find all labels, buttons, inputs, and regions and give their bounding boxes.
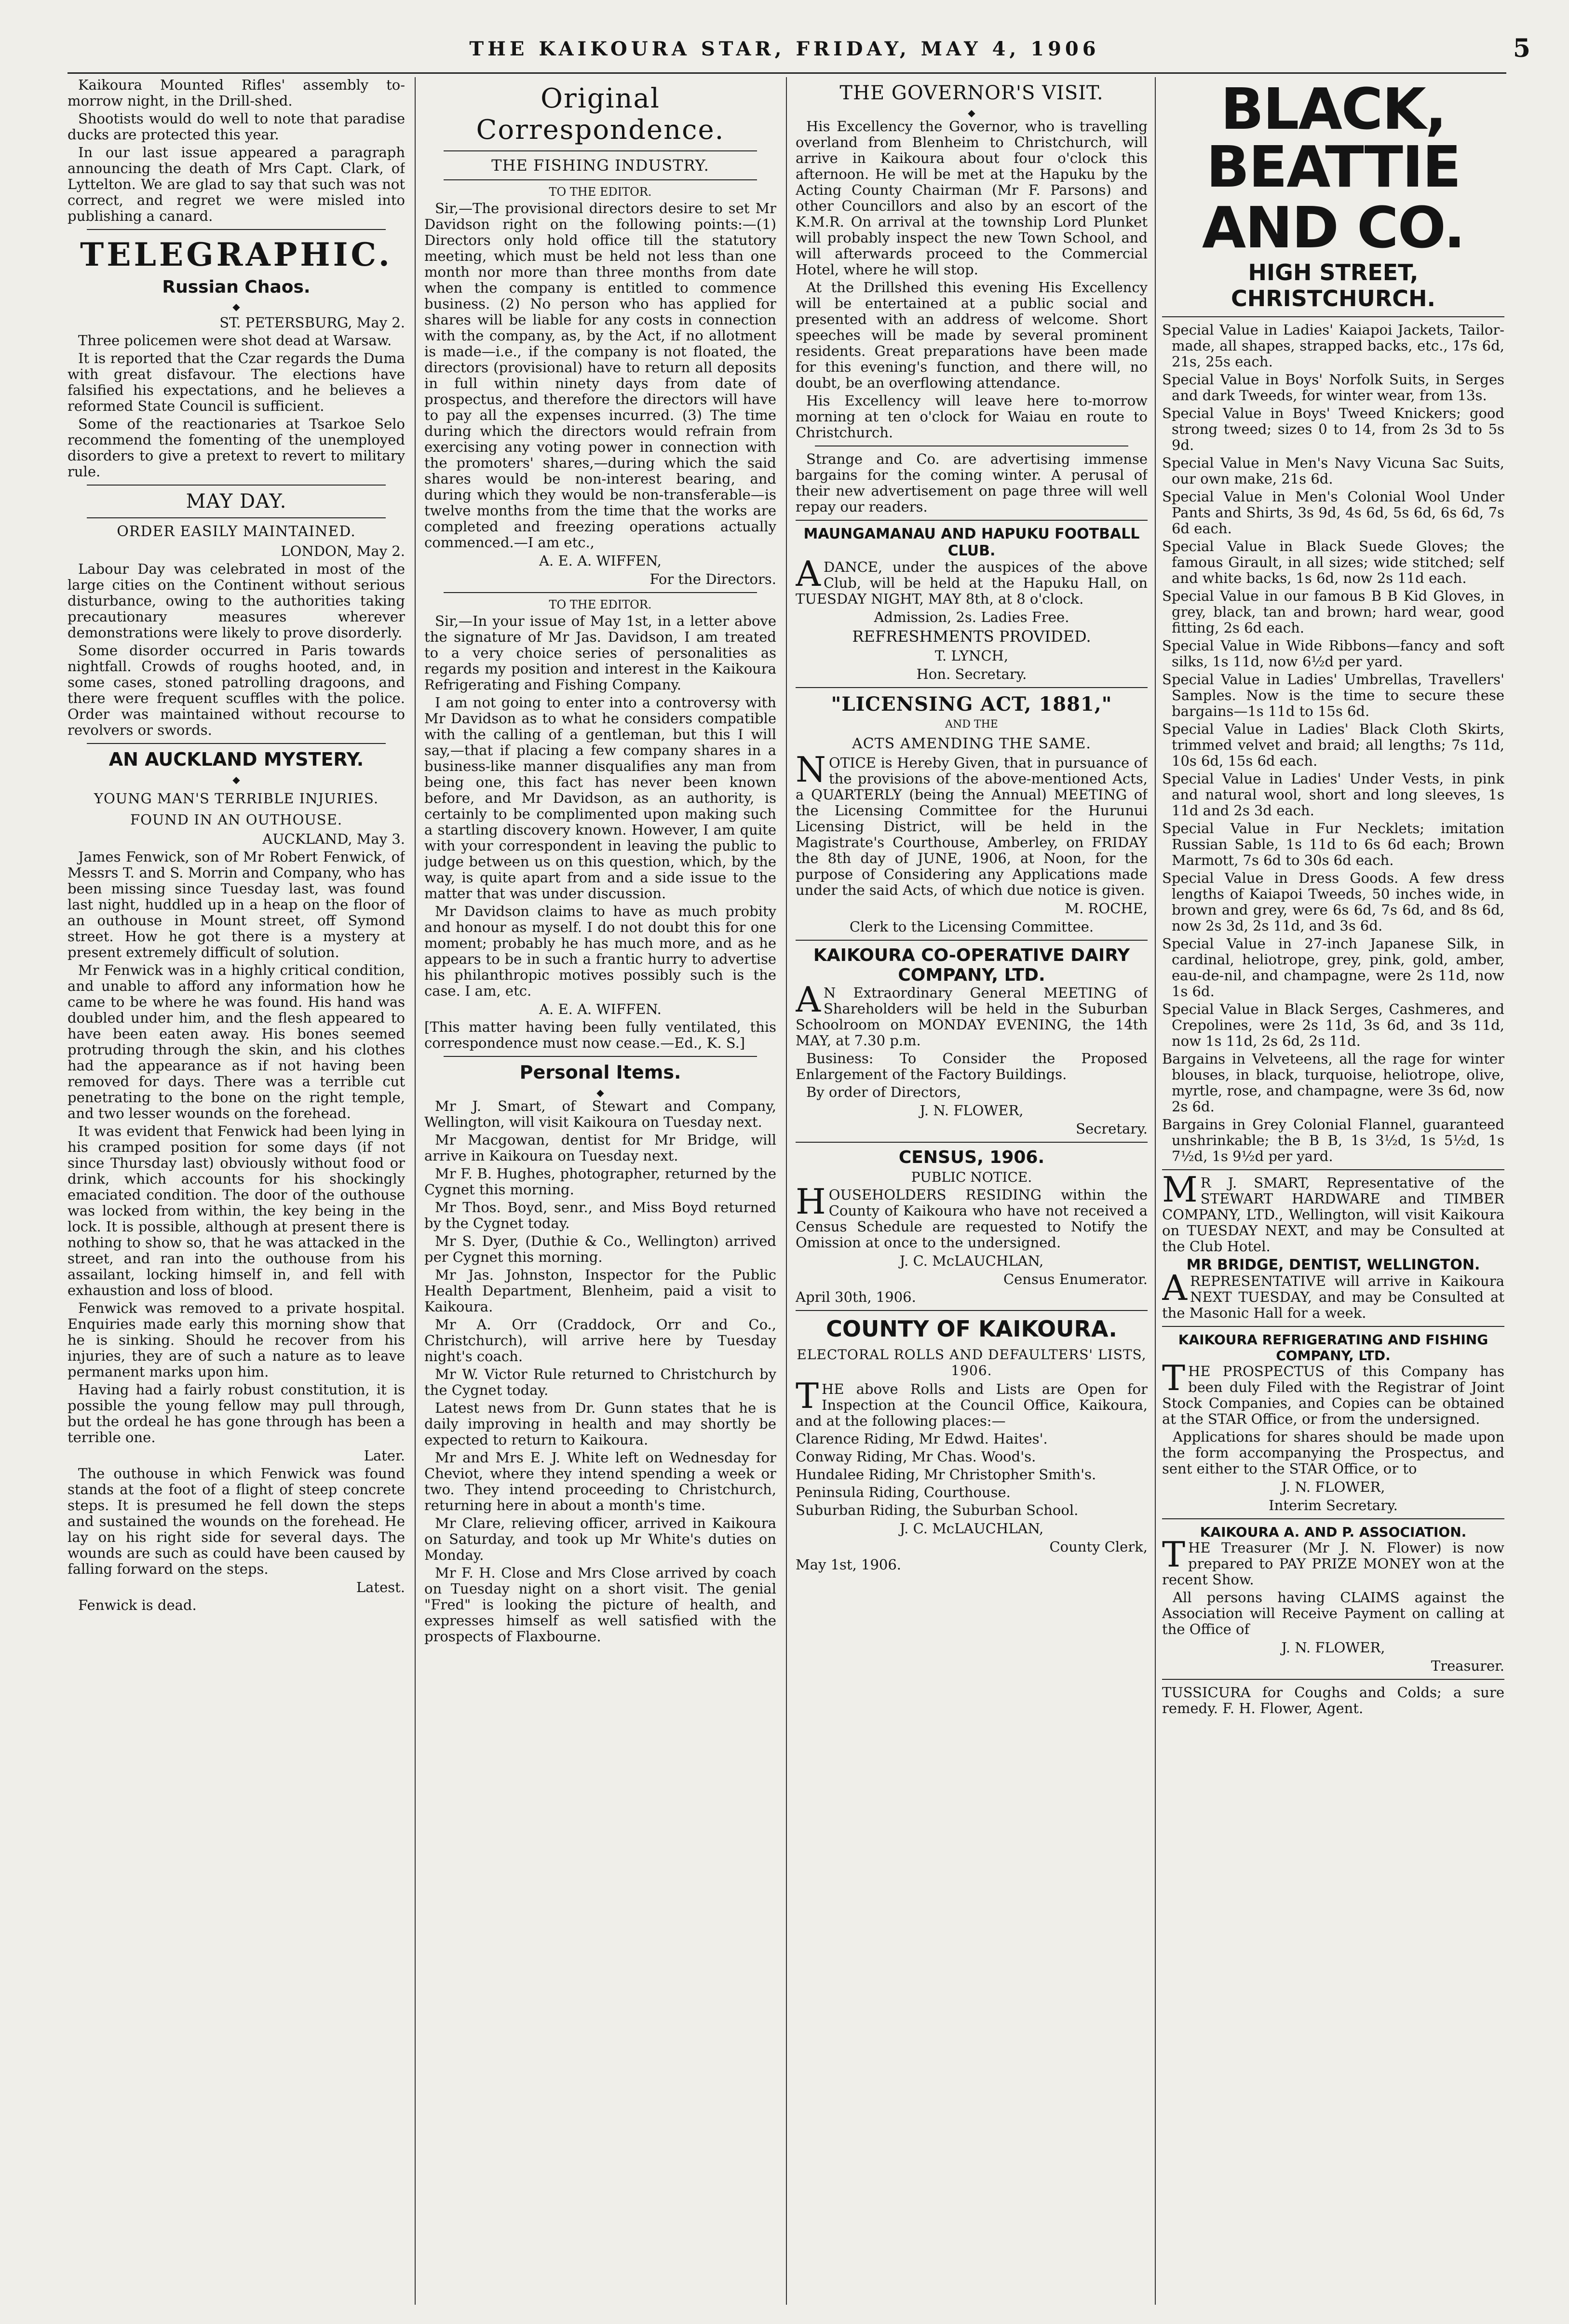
divider (444, 150, 757, 151)
notice-signature: J. C. McLAUCHLAN, (899, 1520, 1044, 1537)
editor-note: [This matter having been fully ventilated, this correspondence must now cease.—Ed., K. S.] (424, 1019, 776, 1051)
news-paragraph: Fenwick was removed to a private hospital. Enquiries made early this morning show that he is sinking. Should he recover from his injuries, they are of such a nature as to leave permanent marks upon him. (68, 1300, 405, 1380)
special-value-item: Special Value in Black Suede Gloves; the famous Girault, in all sizes; wide stitched; self and white backs, 1s 6d, now 2s 11d each. (1162, 538, 1504, 586)
divider (87, 517, 386, 518)
special-value-item: Special Value in Black Serges, Cashmeres, and Crepolines, were 2s 11d, 3s 6d, and 3s 11d, now 1s 11d, 2s 6d, 2s 11d. (1162, 1001, 1504, 1049)
notice-signature: M. ROCHE, (1065, 900, 1148, 917)
notice-signature-role: Secretary. (1076, 1121, 1148, 1137)
divider (444, 592, 757, 593)
divider (796, 1142, 1148, 1143)
notice-signature-role: County Clerk, (1049, 1539, 1148, 1555)
news-paragraph: Labour Day was celebrated in most of the large cities on the Continent without serious disturbance, owing to the authorities taking precautionary measures wherever demonstrations were likely to prove disorderly. (68, 561, 405, 641)
notice-body: Applications for shares should be made upon the form accompanying the Prospectus, and sent either to the STAR Office, or to (1162, 1429, 1504, 1477)
notice-body: AREPRESENTATIVE will arrive in Kaikoura NEXT TUESDAY, and may be Consulted at the Masonic Hall for a week. (1162, 1268, 1504, 1321)
masthead-title: THE KAIKOURA STAR, FRIDAY, MAY 4, 1906 (469, 38, 1100, 60)
special-value-item: Bargains in Velveteens, all the rage for winter blouses, in black, turquoise, heliotrope, olive, myrtle, rose, and champagne, were 3s 6d, now 2s 6d. (1162, 1051, 1504, 1115)
riding-place: Clarence Riding, Mr Edwd. Haites'. (796, 1431, 1048, 1447)
later-label: Later. (364, 1447, 405, 1464)
notice-date: May 1st, 1906. (796, 1556, 902, 1573)
notice-signature-role: Treasurer. (1431, 1658, 1504, 1674)
news-paragraph: Some of the reactionaries at Tsarkoe Selo recommend the fomenting of the unemployed disorders to give a pretext to revert to military rule. (68, 416, 405, 480)
letter-address: TO THE EDITOR. (549, 185, 652, 199)
notice-subheading: PUBLIC NOTICE. (911, 1169, 1032, 1185)
notice-signature: T. LYNCH, (934, 648, 1009, 664)
column-divider (415, 77, 416, 2305)
riding-place: Hundalee Riding, Mr Christopher Smith's. (796, 1466, 1096, 1483)
article-subheading: THE FISHING INDUSTRY. (491, 156, 709, 175)
notice-body: Business: To Consider the Proposed Enlargement of the Factory Buildings. (796, 1050, 1148, 1082)
notice-body: THE PROSPECTUS of this Company has been duly Filed with the Registrar of Joint Stock Companies, and Copies can be obtained at the STAR Office, or from the undersigned. (1162, 1358, 1504, 1427)
ornament: ◆ (232, 774, 240, 785)
notice-line: AND THE (945, 718, 998, 730)
notice-date: April 30th, 1906. (796, 1289, 916, 1305)
personal-item: Mr and Mrs E. J. White left on Wednesday for Cheviot, where they intend spending a week or two. They intend proceeding to Christchurch, returning here in about a month's time. (424, 1449, 776, 1513)
letter-signature: A. E. A. WIFFEN, (539, 553, 662, 569)
riding-place: Suburban Riding, the Suburban School. (796, 1502, 1079, 1518)
letter-signature: A. E. A. WIFFEN. (539, 1001, 662, 1017)
advert-address: HIGH STREET, (1248, 259, 1419, 285)
dateline: AUCKLAND, May 3. (262, 831, 405, 847)
news-paragraph: His Excellency the Governor, who is travelling overland from Blenheim to Christchurch, will arrive in Kaikoura about four o'clock this afternoon. He will be met at the Hapuku by the Acting County Chairman (Mr F. Parsons) and other Councillors and also by an escort of the K.M.R. On arrival at the township Lord Plunket will probably inspect the new Town School, and will afterwards proceed to the Commercial Hotel, where he will stop. (796, 118, 1148, 278)
divider (1162, 1169, 1504, 1170)
notice-body: THE above Rolls and Lists are Open for Inspection at the Council Office, Kaikoura, and at the following places:— (796, 1376, 1148, 1429)
notice-signature-role: Clerk to the Licensing Committee. (849, 919, 1094, 935)
personal-item: Mr F. H. Close and Mrs Close arrived by coach on Tuesday night on a short visit. The genial "Fred" is looking the picture of health, and expresses himself as well satisfied with the prospects of Flaxbourne. (424, 1565, 776, 1645)
news-paragraph: Having had a fairly robust constitution, it is possible the young fellow may pull through, but the ordeal he has gone through has been a terrible one. (68, 1381, 405, 1446)
special-value-item: Special Value in 27-inch Japanese Silk, in cardinal, heliotrope, grey, pink, gold, amber, eau-de-nil, and champagne, were 2s 11d, now 1s 6d. (1162, 935, 1504, 1000)
personal-item: Mr J. Smart, of Stewart and Company, Wellington, will visit Kaikoura on Tuesday next. (424, 1098, 776, 1130)
news-paragraph: James Fenwick, son of Mr Robert Fenwick, of Messrs T. and S. Morrin and Company, who has been missing since Tuesday last, was found last night, huddled up in a heap on the floor of an outhouse in Mount street, off Symond street. How he got there is a mystery at present extremely difficult of solution. (68, 849, 405, 960)
notice-body: MR J. SMART, Representative of the STEWART HARDWARE and TIMBER COMPANY, LTD., Wellington, will visit Kaikoura on TUESDAY NEXT, and may be Consulted at the Club Hotel. (1162, 1169, 1504, 1255)
personal-item: Mr Clare, relieving officer, arrived in Kaikoura on Saturday, and took up Mr White's duties on Monday. (424, 1515, 776, 1563)
personal-item: Mr F. B. Hughes, photographer, returned by the Cygnet this morning. (424, 1165, 776, 1198)
news-paragraph: Three policemen were shot dead at Warsaw. (78, 332, 392, 349)
divider (444, 179, 757, 180)
masthead (0, 0, 1569, 72)
article-subheading: YOUNG MAN'S TERRIBLE INJURIES. (94, 790, 379, 807)
news-paragraph: Kaikoura Mounted Rifles' assembly to-morrow night, in the Drill-shed. (68, 77, 405, 109)
special-value-item: Special Value in Dress Goods. A few dress lengths of Kaiapoi Tweeds, 50 inches wide, in brown and grey, were 6s 6d, 7s 6d, and 8s 6d, now 2s 3d, 2s 11d, and 3s 6d. (1162, 870, 1504, 934)
article-heading: Personal Items. (519, 1062, 681, 1083)
letter-paragraph: Mr Davidson claims to have as much probity and honour as myself. I do not doubt this for one moment; probably he has much more, and as he appears to be in such a frantic hurry to advertise his philanthropic motives possibly such is the case. I am, etc. (424, 903, 776, 999)
divider (444, 1056, 757, 1057)
advert-line: TUSSICURA for Coughs and Colds; a sure remedy. F. H. Flower, Agent. (1162, 1684, 1504, 1716)
notice-signature-role: Hon. Secretary. (916, 666, 1027, 682)
divider (796, 1310, 1148, 1311)
special-value-item: Special Value in Ladies' Umbrellas, Travellers' Samples. Now is the time to secure these bargains—1s 11d to 15s 6d. (1162, 671, 1504, 719)
special-value-list (1162, 322, 1504, 1164)
notice-body: By order of Directors, (806, 1084, 961, 1100)
notice-body: All persons having CLAIMS against the Association will Receive Payment on calling at the Office of (1162, 1589, 1504, 1637)
notice-body: ADANCE, under the auspices of the above Club, will be held at the Hapuku Hall, on TUESDAY NIGHT, MAY 8th, at 8 o'clock. (796, 554, 1148, 607)
notice-subheading: ELECTORAL ROLLS AND DEFAULTERS' LISTS, 1906. (797, 1347, 1147, 1378)
personal-item: Latest news from Dr. Gunn states that he is daily improving in health and may shortly be expected to return to Kaikoura. (424, 1400, 776, 1448)
news-paragraph: Fenwick is dead. (78, 1597, 197, 1613)
special-value-item: Special Value in Ladies' Under Vests, in pink and natural wool, short and long sleeves, 1s 11d and 2s 3d each. (1162, 770, 1504, 819)
advert-title: BLACK, BEATTIE (1206, 77, 1461, 200)
letter-paragraph: I am not going to enter into a controversy with Mr Davidson as to what he considers compatible with the calling of a gentleman, but this I will say,—that if placing a few company shares in a business-like manner disqualifies any man from being one, this fact has never been known before, and Mr Davidson, as an authority, is certainly to be complimented upon making such a startling discovery known. However, I am quite with your correspondent in leaving the public to judge between us on this question, which, by the way, is quite apart from and a side issue to the matter that was under discussion. (424, 694, 776, 902)
riding-place: Peninsula Riding, Courthouse. (796, 1484, 1011, 1500)
personal-item: Mr Jas. Johnston, Inspector for the Public Health Department, Blenheim, paid a visit to Kaikoura. (424, 1267, 776, 1315)
news-paragraph: His Excellency will leave here to-morrow morning at ten o'clock for Waiau en route to Christchurch. (796, 392, 1148, 441)
special-value-item: Special Value in Boys' Tweed Knickers; good strong tweed; sizes 0 to 14, from 2s 3d to 5s 9d. (1162, 405, 1504, 453)
notice-body: HOUSEHOLDERS RESIDING within the County of Kaikoura who have not received a Census Schedule are requested to Notify the Omission at once to the undersigned. (796, 1181, 1148, 1251)
divider (1162, 1326, 1504, 1327)
divider (1162, 1679, 1504, 1680)
article-subheading: ORDER EASILY MAINTAINED. (117, 523, 356, 540)
column-4 (1162, 77, 1504, 2305)
notice-heading: MAUNGAMANAU AND HAPUKU FOOTBALL CLUB. (803, 526, 1140, 559)
divider (87, 485, 386, 486)
column-2 (424, 77, 776, 2305)
riding-place: Conway Riding, Mr Chas. Wood's. (796, 1448, 1036, 1465)
notice-signature: J. C. McLAUCHLAN, (899, 1253, 1044, 1269)
special-value-item: Special Value in Wide Ribbons—fancy and soft silks, 1s 11d, now 6½d per yard. (1162, 637, 1504, 670)
notice-heading: CENSUS, 1906. (898, 1148, 1045, 1167)
article-heading: Russian Chaos. (162, 277, 311, 297)
special-value-item: Special Value in Men's Navy Vicuna Sac Suits, our own make, 21s 6d. (1162, 455, 1504, 487)
special-value-item: Special Value in Ladies' Black Cloth Skirts, trimmed velvet and braid; all lengths; 7s 11d, 10s 6d, 15s 6d each. (1162, 721, 1504, 769)
section-heading: Original Correspondence. (476, 83, 725, 146)
notice-body: AN Extraordinary General MEETING of Shareholders will be held in the Suburban Schoolroom on MONDAY EVENING, the 14th MAY, at 7.30 p.m. (796, 979, 1148, 1049)
notice-heading: KAIKOURA A. AND P. ASSOCIATION. (1200, 1524, 1467, 1540)
news-paragraph: It is reported that the Czar regards the Duma with great disfavour. The elections have falsified his expectations, and he believes a reformed State Council is sufficient. (68, 350, 405, 414)
column-divider (1155, 77, 1156, 2305)
divider (796, 687, 1148, 688)
news-paragraph: Some disorder occurred in Paris towards nightfall. Crowds of roughs hooted, and, in some cases, stoned patrolling dragoons, and there were frequent scuffles with the police. Order was maintained without recourse to revolvers or swords. (68, 642, 405, 738)
advert-address: CHRISTCHURCH. (1231, 285, 1436, 311)
special-value-item: Special Value in Boys' Norfolk Suits, in Serges and dark Tweeds, for winter wear, from 13s. (1162, 371, 1504, 404)
latest-label: Latest. (356, 1579, 405, 1595)
notice-heading: "LICENSING ACT, 1881," (831, 693, 1112, 716)
news-paragraph: Strange and Co. are advertising immense bargains for the coming winter. A perusal of their new advertisement on page three will well repay our readers. (796, 451, 1148, 515)
divider (1162, 1518, 1504, 1519)
notice-body: THE Treasurer (Mr J. N. Flower) is now prepared to PAY PRIZE MONEY won at the recent Show. (1162, 1534, 1504, 1588)
personal-item: Mr Thos. Boyd, senr., and Miss Boyd returned by the Cygnet today. (424, 1199, 776, 1231)
ornament: ◆ (232, 301, 240, 312)
notice-heading: KAIKOURA CO-OPERATIVE DAIRY COMPANY, LTD. (813, 946, 1130, 985)
notice-signature-role: Interim Secretary. (1269, 1497, 1398, 1513)
page-number: 5 (1513, 34, 1530, 63)
column-3 (796, 77, 1148, 2305)
article-heading: MAY DAY. (186, 490, 287, 513)
notice-line: REFRESHMENTS PROVIDED. (852, 627, 1091, 646)
divider (796, 520, 1148, 521)
news-paragraph: It was evident that Fenwick had been lying in his cramped position for some days (if not since Thursday last) obviously without food or drink, which accounts for his shockingly emaciated condition. The door of the outhouse was locked from within, the key being in the lock. It is possible, although at present there is nothing to show so, that he was attacked in the street, and ran into the outhouse from his assailant, locking himself in, and fell with exhaustion and loss of blood. (68, 1123, 405, 1298)
special-value-item: Bargains in Grey Colonial Flannel, guaranteed unshrinkable; the B B, 1s 3½d, 1s 5½d, 1s 7½d, 1s 9½d per yard. (1162, 1116, 1504, 1164)
masthead-rule (68, 72, 1506, 74)
notice-signature: J. N. FLOWER, (1281, 1479, 1385, 1495)
news-paragraph: In our last issue appeared a paragraph announcing the death of Mrs Capt. Clark, of Lyttelton. We are glad to say that such was not correct, and regret we were misled into publishing a canard. (68, 144, 405, 224)
column-divider (786, 77, 787, 2305)
letter-signature-role: For the Directors. (649, 571, 776, 587)
personal-item: Mr A. Orr (Craddock, Orr and Co., Christchurch), will arrive here by Tuesday night's coach. (424, 1316, 776, 1365)
notice-body: NOTICE is Hereby Given, that in pursuance of the provisions of the above-mentioned Acts, a QUARTERLY (being the Annual) MEETING of the Licensing Committee for the Hurunui Licensing District, will be held in the Magistrate's Courthouse, Amberley, on FRIDAY the 8th day of JUNE, 1906, at Noon, for the purpose of Considering any Applications made under the said Acts, of which due notice is given. (796, 749, 1148, 898)
ornament: ◆ (968, 107, 975, 119)
news-paragraph: At the Drillshed this evening His Excellency will be entertained at a public social and presented with an address of welcome. Short speeches will be made by several prominent residents. Great preparations have been made for this evening's function, and there will, no doubt, be an overflowing attendance. (796, 279, 1148, 391)
news-paragraph: Shootists would do well to note that paradise ducks are protected this year. (68, 110, 405, 143)
special-value-item: Special Value in Men's Colonial Wool Under Pants and Shirts, 3s 9d, 4s 6d, 5s 6d, 6s 6d, 7s 6d each. (1162, 488, 1504, 537)
section-heading: TELEGRAPHIC. (80, 236, 392, 273)
notice-signature: J. N. FLOWER, (1281, 1639, 1385, 1656)
news-paragraph: The outhouse in which Fenwick was found stands at the foot of a flight of steep concrete steps. It is presumed he fell down the steps and sustained the wounds on the forehead. He lay on his right side for several days. The wounds are such as could have been caused by falling forward on the steps. (68, 1465, 405, 1577)
divider (1162, 316, 1504, 317)
special-value-item: Special Value in Ladies' Kaiapoi Jackets, Tailor-made, all shapes, strapped backs, etc., 17s 6d, 21s, 25s each. (1162, 322, 1504, 370)
notice-signature: J. N. FLOWER, (920, 1102, 1024, 1119)
special-value-item: Special Value in our famous B B Kid Gloves, in grey, black, tan and brown; hard wear, good fitting, 2s 6d each. (1162, 588, 1504, 636)
notice-heading: MR BRIDGE, DENTIST, WELLINGTON. (1186, 1257, 1480, 1273)
notice-subheading: ACTS AMENDING THE SAME. (852, 735, 1091, 752)
dateline: LONDON, May 2. (281, 543, 405, 559)
article-heading: THE GOVERNOR'S VISIT. (839, 82, 1104, 104)
notice-line: Admission, 2s. Ladies Free. (874, 609, 1069, 625)
dateline: ST. PETERSBURG, May 2. (219, 314, 405, 331)
letter-address: TO THE EDITOR. (549, 598, 652, 611)
advert-title: AND CO. (1202, 194, 1465, 261)
notice-heading: COUNTY OF KAIKOURA. (826, 1316, 1117, 1342)
letter-paragraph: Sir,—The provisional directors desire to set Mr Davidson right on the following points:—(1) Directors only hold office till the statutory meeting, which must be held not less than one month nor more than three months from date when the company is entitled to commence business. (2) No person who has applied for shares will be liable for any costs in connection with the company, as, by the Act, if no allotment is made—i.e., if the company is not floated, the directors (provisional) have to return all deposits in full within ninety days from date of prospectus, and therefore the directors will have to pay all the expenses incurred. (3) The time during which the directors would refrain from exercising any voting power in connection with the promoters' shares,—during which the said shares would be non-interest bearing, and during which they would be non-transferable—is twelve months from the time that the works are completed and freezing operations actually commenced.—I am etc., (424, 200, 776, 551)
personal-item: Mr Macgowan, dentist for Mr Bridge, will arrive in Kaikoura on Tuesday next. (424, 1132, 776, 1164)
column-1 (68, 77, 405, 2305)
notice-heading: KAIKOURA REFRIGERATING AND FISHING COMPANY, LTD. (1178, 1332, 1488, 1364)
personal-item: Mr W. Victor Rule returned to Christchurch by the Cygnet today. (424, 1366, 776, 1398)
ornament: ◆ (596, 1087, 604, 1098)
personal-item: Mr S. Dyer, (Duthie & Co., Wellington) arrived per Cygnet this morning. (424, 1233, 776, 1265)
notice-signature-role: Census Enumerator. (1003, 1271, 1148, 1287)
divider (87, 229, 386, 230)
special-value-item: Special Value in Fur Necklets; imitation Russian Sable, 1s 11d to 6s 6d each; Brown Marmott, 7s 6d to 30s 6d each. (1162, 820, 1504, 868)
divider (87, 743, 386, 744)
news-paragraph: Mr Fenwick was in a highly critical condition, and unable to afford any information how he came to be where he was found. His hand was doubled under him, and the flesh appeared to have been eaten away. His bones seemed protruding through the skin, and his clothes had the appearance as if not having been removed for days. There was a terrible cut penetrating to the bone on the right temple, and two lesser wounds on the forehead. (68, 962, 405, 1121)
divider (796, 940, 1148, 941)
article-subheading: FOUND IN AN OUTHOUSE. (130, 811, 343, 828)
letter-paragraph: Sir,—In your issue of May 1st, in a letter above the signature of Mr Jas. Davidson, I am treated to a very choice series of personalities as regards my position and interest in the Kaikoura Refrigerating and Fishing Company. (424, 613, 776, 693)
article-heading: AN AUCKLAND MYSTERY. (108, 749, 364, 770)
